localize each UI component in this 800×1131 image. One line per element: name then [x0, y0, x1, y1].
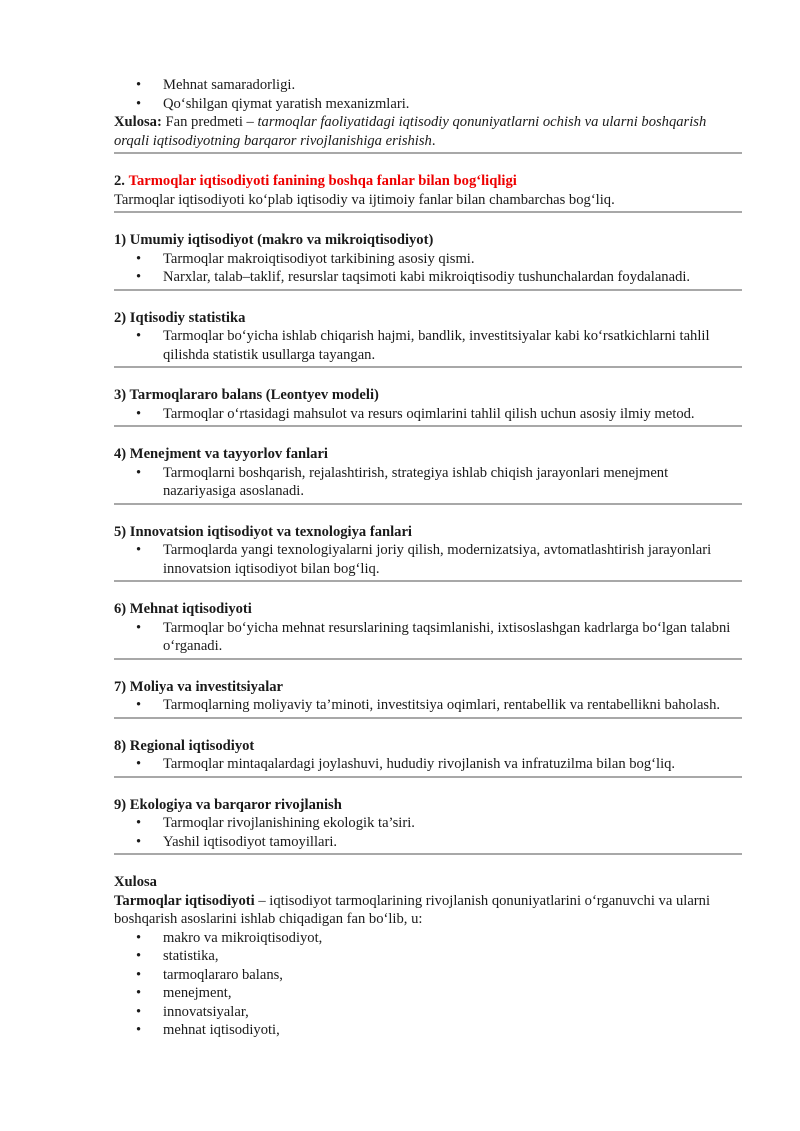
subsection-heading: 1) Umumiy iqtisodiyot (makro va mikroiqtisodiyot)	[114, 232, 434, 248]
list-item: • Tarmoqlar o‘rtasidagi mahsulot va resurs oqimlarini tahlil qilish uchun asosiy ilmiy metod.	[114, 405, 742, 424]
list-item: • Tarmoqlarning moliyaviy ta’minoti, investitsiya oqimlari, rentabellik va rentabellikni baholash.	[114, 696, 742, 715]
summary-italic-text: tarmoqlar faoliyatidagi iqtisodiy qonuniyatlarni ochish va ularni boshqarish orqali iqtisodiyotning barqaror rivojlanishiga erishish	[114, 114, 707, 149]
summary-label: Xulosa:	[114, 114, 162, 130]
list-item: • Tarmoqlar makroiqtisodiyot tarkibining asosiy qismi.	[114, 250, 742, 269]
subsection-heading: 7) Moliya va investitsiyalar	[114, 678, 284, 695]
subsection-heading: 5) Innovatsion iqtisodiyot va texnologiya fanlari	[114, 523, 412, 540]
section-heading	[114, 172, 742, 191]
conclusion-paragraph	[114, 892, 742, 929]
conclusion-term: Tarmoqlar iqtisodiyoti	[114, 892, 255, 909]
list-item: • Narxlar, talab–taklif, resurslar taqsimoti kabi mikroiqtisodiy tushunchalardan foydalanadi.	[114, 268, 742, 287]
list-item: • Tarmoqlar rivojlanishining ekologik ta’siri.	[114, 814, 742, 833]
list-item: • mehnat iqtisodiyoti,	[114, 1021, 742, 1040]
list-item: • statistika,	[114, 947, 742, 966]
list-item: • Tarmoqlarni boshqarish, rejalashtirish, strategiya ishlab chiqish jarayonlari menejment nazariyasiga asoslanadi.	[114, 464, 742, 501]
subsection-heading: 3) Tarmoqlararo balans (Leontyev modeli)	[114, 387, 379, 403]
list-item: • Tarmoqlarda yangi texnologiyalarni joriy qilish, modernizatsiya, avtomatlashtirish jarayonlari innovatsion iqtisodiyot bilan bog‘liq.	[114, 541, 742, 578]
list-item: • Tarmoqlar bo‘yicha ishlab chiqarish hajmi, bandlik, investitsiyalar kabi ko‘rsatkichlarni tahlil qilishda statistik usullarga tayangan.	[114, 327, 742, 364]
subsection-heading: 9) Ekologiya va barqaror rivojlanish	[114, 796, 342, 813]
summary-paragraph	[114, 113, 742, 150]
subsection-heading: 4) Menejment va tayyorlov fanlari	[114, 446, 328, 462]
list-item: • Yashil iqtisodiyot tamoyillari.	[114, 833, 742, 852]
conclusion-text: – iqtisodiyot tarmoqlarining rivojlanish qonuniyatlarini o‘rganuvchi va ularni boshqarish asoslarini ishlab chiqadigan fan bo‘lib, u:	[114, 892, 711, 927]
section-title: Tarmoqlar iqtisodiyoti fanining boshqa fanlar bilan bog‘liqligi	[128, 173, 517, 189]
section-intro: Tarmoqlar iqtisodiyoti ko‘plab iqtisodiy va ijtimoiy fanlar bilan chambarchas bog‘liq.	[114, 191, 615, 208]
list-item: • innovatsiyalar,	[114, 1003, 742, 1022]
list-item: • Qo‘shilgan qiymat yaratish mexanizmlari.	[114, 95, 742, 114]
list-item: • Mehnat samaradorligi.	[114, 76, 742, 95]
subsection-heading: 8) Regional iqtisodiyot	[114, 737, 255, 754]
section-number: 2.	[114, 173, 125, 189]
list-item: • Tarmoqlar bo‘yicha mehnat resurslarining taqsimlanishi, ixtisoslashgan kadrlarga bo‘lgan talabni o‘rganadi.	[114, 619, 742, 656]
document-content	[114, 76, 742, 1040]
list-item: • Tarmoqlar mintaqalardagi joylashuvi, hududiy rivojlanish va infratuzilma bilan bog‘liq.	[114, 755, 742, 774]
subsection-heading: 2) Iqtisodiy statistika	[114, 309, 246, 326]
conclusion-heading: Xulosa	[114, 874, 157, 890]
list-item: • menejment,	[114, 984, 742, 1003]
summary-end: .	[431, 132, 436, 149]
subsection-heading: 6) Mehnat iqtisodiyoti	[114, 601, 252, 617]
list-item: • tarmoqlararo balans,	[114, 966, 742, 985]
summary-text: Fan predmeti –	[161, 114, 258, 130]
list-item: • makro va mikroiqtisodiyot,	[114, 929, 742, 948]
